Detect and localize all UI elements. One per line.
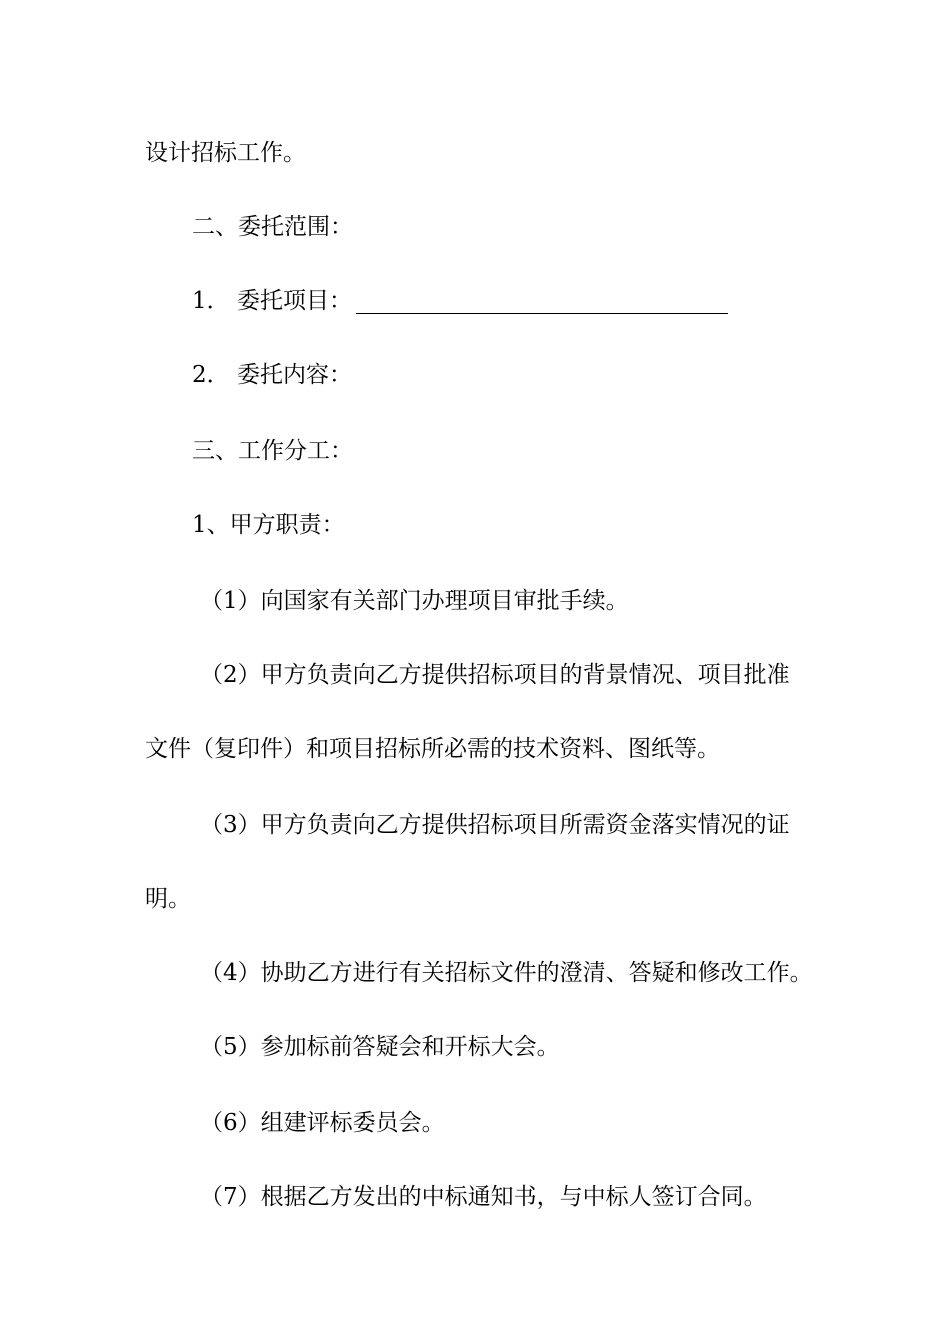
fill-in-blank — [356, 312, 728, 314]
subsection-heading: 1、甲方职责： — [192, 512, 345, 538]
field-row-project — [192, 286, 728, 316]
list-item: （6）组建评标委员会。 — [200, 1110, 445, 1136]
paragraph-line: 设计招标工作。 — [145, 140, 306, 166]
list-item-continuation: 文件（复印件）和项目招标所必需的技术资料、图纸等。 — [145, 736, 720, 762]
section-heading: 二、委托范围： — [192, 214, 353, 240]
list-item: （3）甲方负责向乙方提供招标项目所需资金落实情况的证 — [200, 812, 790, 838]
list-item: （5）参加标前答疑会和开标大会。 — [200, 1034, 560, 1060]
section-heading: 三、工作分工： — [192, 438, 353, 464]
list-item: （2）甲方负责向乙方提供招标项目的背景情况、项目批准 — [200, 662, 790, 688]
field-label: 1． 委托项目： — [192, 288, 352, 314]
field-label: 2． 委托内容： — [192, 362, 352, 388]
list-item: （7）根据乙方发出的中标通知书，与中标人签订合同。 — [200, 1184, 767, 1210]
list-item-continuation: 明。 — [145, 886, 191, 912]
list-item: （4）协助乙方进行有关招标文件的澄清、答疑和修改工作。 — [200, 960, 813, 986]
list-item: （1）向国家有关部门办理项目审批手续。 — [200, 588, 629, 614]
